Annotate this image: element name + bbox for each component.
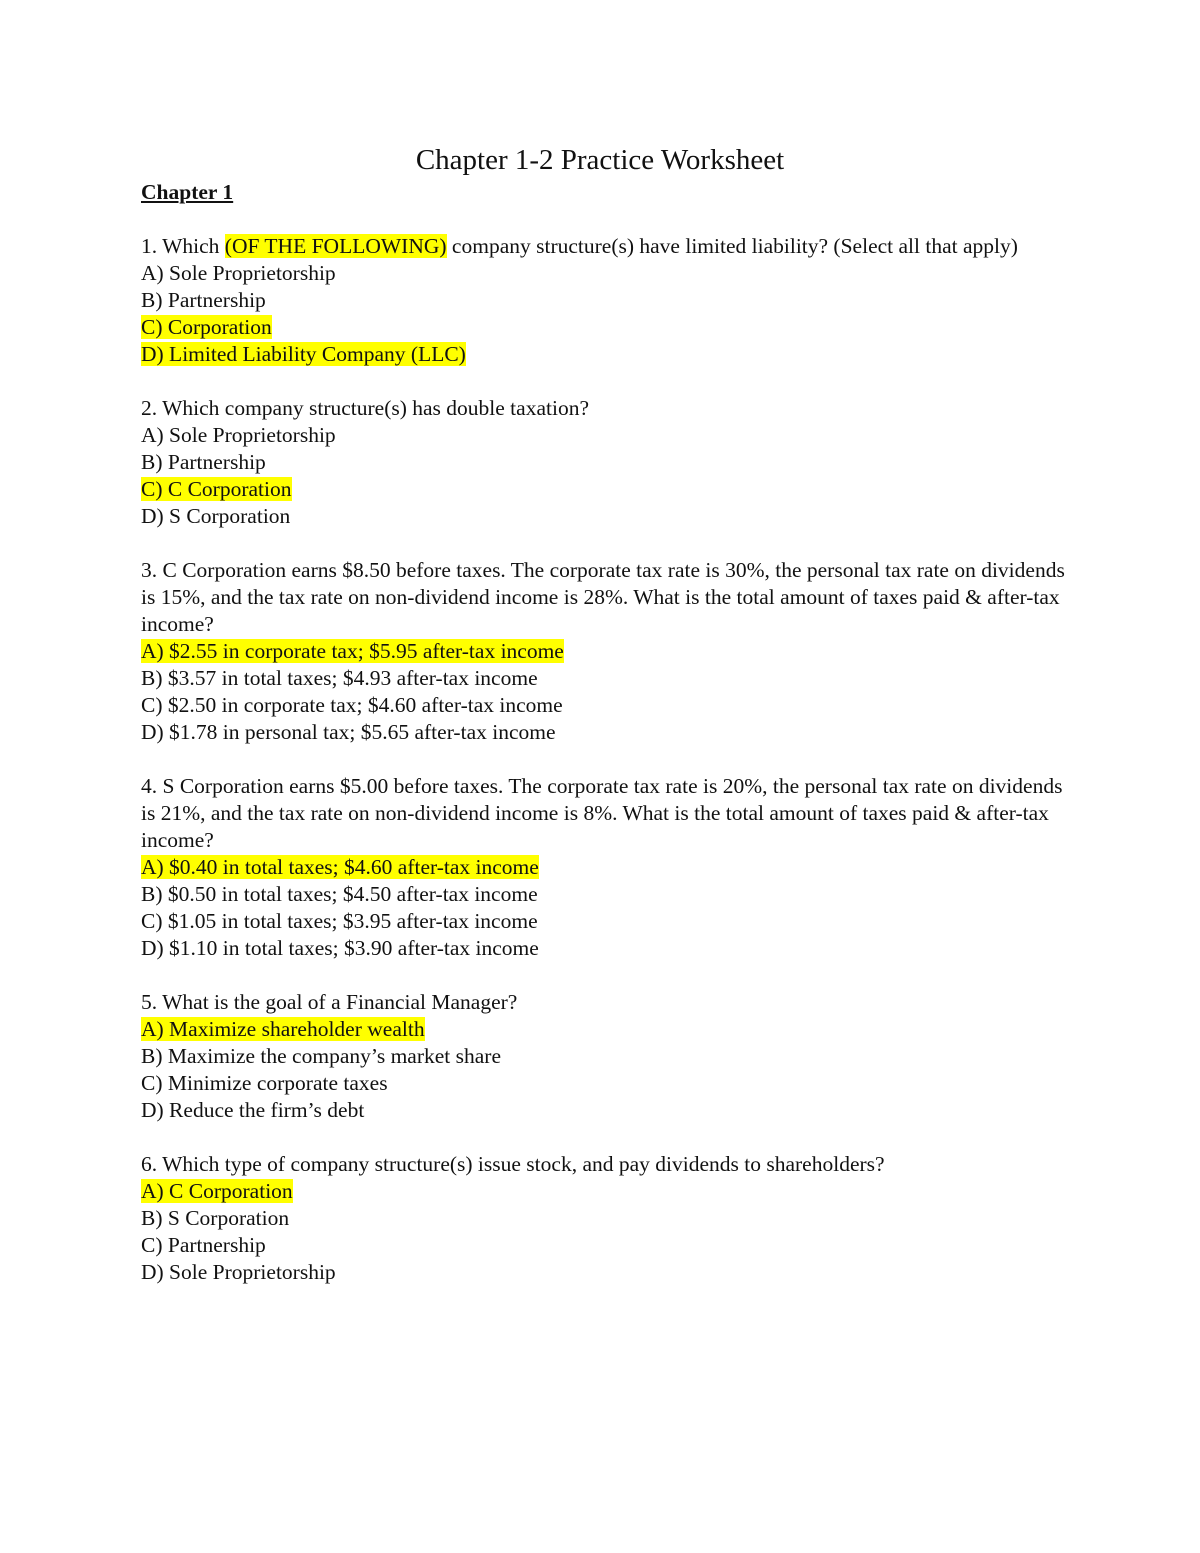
question-4-text: 4. S Corporation earns $5.00 before taxes. The corporate tax rate is 20%, the personal tax rate on dividends is 21%, and the tax rate on non-dividend income is 8%. What is the total amount of taxes paid & after-tax income?	[141, 774, 1063, 852]
question-5-option-b	[141, 1043, 1066, 1070]
option-text: B) $3.57 in total taxes; $4.93 after-tax income	[141, 666, 538, 690]
option-text: B) Partnership	[141, 288, 266, 312]
option-text: B) S Corporation	[141, 1206, 290, 1230]
option-text-highlighted: C) Corporation	[141, 315, 272, 339]
document-body	[141, 179, 1066, 1313]
question-1-suffix: company structure(s) have limited liability? (Select all that apply)	[446, 234, 1018, 258]
option-text: A) Sole Proprietorship	[141, 261, 336, 285]
section-heading: Chapter 1	[141, 180, 234, 204]
page-title: Chapter 1-2 Practice Worksheet	[415, 144, 785, 176]
question-5-option-d	[141, 1097, 1066, 1124]
question-3-option-b	[141, 665, 1066, 692]
question-2-text: 2. Which company structure(s) has double taxation?	[141, 396, 589, 420]
option-text-highlighted: A) Maximize shareholder wealth	[141, 1017, 425, 1041]
question-5-option-c	[141, 1070, 1066, 1097]
option-text: C) Partnership	[141, 1233, 266, 1257]
question-1-option-c	[141, 314, 1066, 341]
option-text-highlighted: A) C Corporation	[141, 1179, 293, 1203]
question-4	[141, 773, 1066, 962]
question-5-text: 5. What is the goal of a Financial Manager?	[141, 990, 518, 1014]
option-text-highlighted: C) C Corporation	[141, 477, 292, 501]
option-text-highlighted: A) $0.40 in total taxes; $4.60 after-tax income	[141, 855, 539, 879]
question-3	[141, 557, 1066, 746]
question-2-option-c	[141, 476, 1066, 503]
question-3-option-c	[141, 692, 1066, 719]
question-1-option-d	[141, 341, 1066, 368]
option-text: C) $1.05 in total taxes; $3.95 after-tax income	[141, 909, 538, 933]
option-text: B) $0.50 in total taxes; $4.50 after-tax income	[141, 882, 538, 906]
option-text: B) Partnership	[141, 450, 266, 474]
question-6-option-c	[141, 1232, 1066, 1259]
option-text: D) $1.10 in total taxes; $3.90 after-tax income	[141, 936, 539, 960]
question-4-option-b	[141, 881, 1066, 908]
option-text: D) S Corporation	[141, 504, 291, 528]
option-text: C) Minimize corporate taxes	[141, 1071, 388, 1095]
option-text: B) Maximize the company’s market share	[141, 1044, 502, 1068]
question-1-text	[141, 233, 1066, 260]
question-2	[141, 395, 1066, 530]
question-6	[141, 1151, 1066, 1286]
question-6-option-b	[141, 1205, 1066, 1232]
question-1-option-b	[141, 287, 1066, 314]
question-6-option-a	[141, 1178, 1066, 1205]
question-2-option-d	[141, 503, 1066, 530]
option-text: D) Reduce the firm’s debt	[141, 1098, 365, 1122]
option-text: D) $1.78 in personal tax; $5.65 after-tax income	[141, 720, 556, 744]
question-3-option-d	[141, 719, 1066, 746]
question-5	[141, 989, 1066, 1124]
question-6-option-d	[141, 1259, 1066, 1286]
question-4-option-a	[141, 854, 1066, 881]
question-1-prefix: 1. Which	[141, 234, 225, 258]
question-4-option-d	[141, 935, 1066, 962]
question-4-option-c	[141, 908, 1066, 935]
option-text: A) Sole Proprietorship	[141, 423, 336, 447]
question-2-option-b	[141, 449, 1066, 476]
question-3-option-a	[141, 638, 1066, 665]
question-1-highlight: (OF THE FOLLOWING)	[224, 234, 447, 258]
question-2-option-a	[141, 422, 1066, 449]
question-3-text: 3. C Corporation earns $8.50 before taxes. The corporate tax rate is 30%, the personal tax rate on dividends is 15%, and the tax rate on non-dividend income is 28%. What is the total amount of taxes paid & after-tax income?	[141, 558, 1065, 636]
question-5-option-a	[141, 1016, 1066, 1043]
option-text-highlighted: D) Limited Liability Company (LLC)	[141, 342, 466, 366]
question-6-text: 6. Which type of company structure(s) issue stock, and pay dividends to shareholders?	[141, 1152, 885, 1176]
option-text: C) $2.50 in corporate tax; $4.60 after-tax income	[141, 693, 563, 717]
question-1	[141, 233, 1066, 368]
option-text: D) Sole Proprietorship	[141, 1260, 336, 1284]
question-1-option-a	[141, 260, 1066, 287]
option-text-highlighted: A) $2.55 in corporate tax; $5.95 after-tax income	[141, 639, 564, 663]
